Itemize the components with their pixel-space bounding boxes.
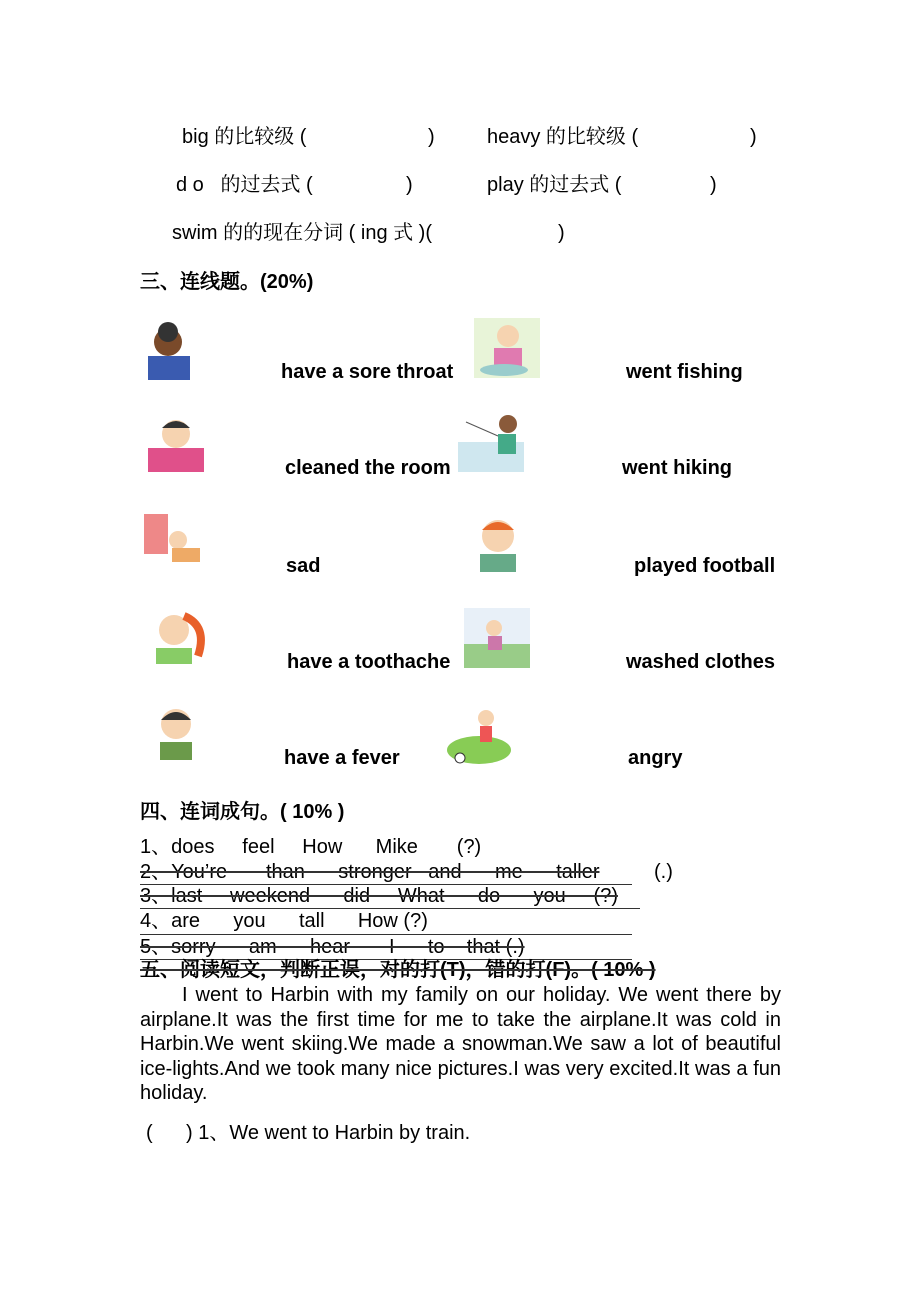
right-phrase-1: went fishing bbox=[626, 361, 743, 383]
fill-heavy-close: ) bbox=[750, 126, 757, 148]
section5-heading: 五、阅读短文，判断正误，对的打(T)，错的打(F)。( 10% ) bbox=[140, 959, 656, 981]
sentence-5: 5、sorry am hear I to that (.) bbox=[140, 934, 632, 960]
sentence-3: 3、last weekend did What do you (?) bbox=[140, 884, 640, 909]
sentence-2-punct: (.) bbox=[654, 861, 673, 883]
sentence-1: 1、does feel How Mike (?) bbox=[140, 836, 482, 858]
left-phrase-2: cleaned the room bbox=[285, 457, 451, 479]
section3-heading: 三、连线题。(20%) bbox=[140, 271, 314, 293]
washing-clothes-illustration bbox=[474, 318, 540, 378]
right-phrase-5: angry bbox=[628, 747, 683, 769]
right-phrase-3: played football bbox=[634, 555, 776, 577]
fill-big-close: ) bbox=[428, 126, 435, 148]
cleaning-room-illustration bbox=[140, 510, 206, 570]
left-phrase-4: have a toothache bbox=[287, 651, 451, 673]
right-phrase-4: washed clothes bbox=[626, 651, 775, 673]
fill-play: play 的过去式 ( bbox=[487, 174, 622, 196]
section4-heading: 四、连词成句。( 10% ) bbox=[140, 801, 345, 823]
hiking-illustration bbox=[464, 608, 530, 668]
fill-play-close: ) bbox=[710, 174, 717, 196]
fill-big: big 的比较级 ( bbox=[182, 126, 307, 148]
sentence-2: 2、You’re than stronger and me taller bbox=[140, 860, 632, 885]
toothache-girl-illustration bbox=[142, 414, 208, 474]
fill-swim: swim 的的现在分词 ( ing 式 )( bbox=[172, 222, 432, 244]
sore-throat-illustration bbox=[142, 322, 208, 382]
angry-boy-illustration bbox=[466, 514, 532, 574]
left-phrase-5: have a fever bbox=[284, 747, 400, 769]
sentence-4: 4、are you tall How (?) bbox=[140, 910, 428, 932]
fishing-boy-illustration bbox=[458, 412, 524, 472]
football-illustration bbox=[446, 706, 512, 766]
fill-heavy: heavy 的比较级 ( bbox=[487, 126, 639, 148]
left-phrase-1: have a sore throat bbox=[281, 361, 454, 383]
fever-girl-illustration bbox=[144, 606, 210, 666]
fill-do-close: ) bbox=[406, 174, 413, 196]
reading-passage: I went to Harbin with my family on our holiday. We went there by airplane.It was the first time for me to take the airplane.It was cold in Harbin.We went skiing.We made a snowman.We saw a lot of beautiful ice-lights.And we took many nice pictures.I was very excited.It was a fun holiday. bbox=[140, 984, 781, 1105]
fill-do: d o 的过去式 ( bbox=[176, 174, 313, 196]
sad-girl-illustration bbox=[144, 702, 210, 762]
right-phrase-2: went hiking bbox=[622, 457, 732, 479]
fill-swim-close: ) bbox=[558, 222, 565, 244]
left-phrase-3: sad bbox=[286, 555, 321, 577]
question-1: ( ) 1、We went to Harbin by train. bbox=[146, 1122, 471, 1144]
